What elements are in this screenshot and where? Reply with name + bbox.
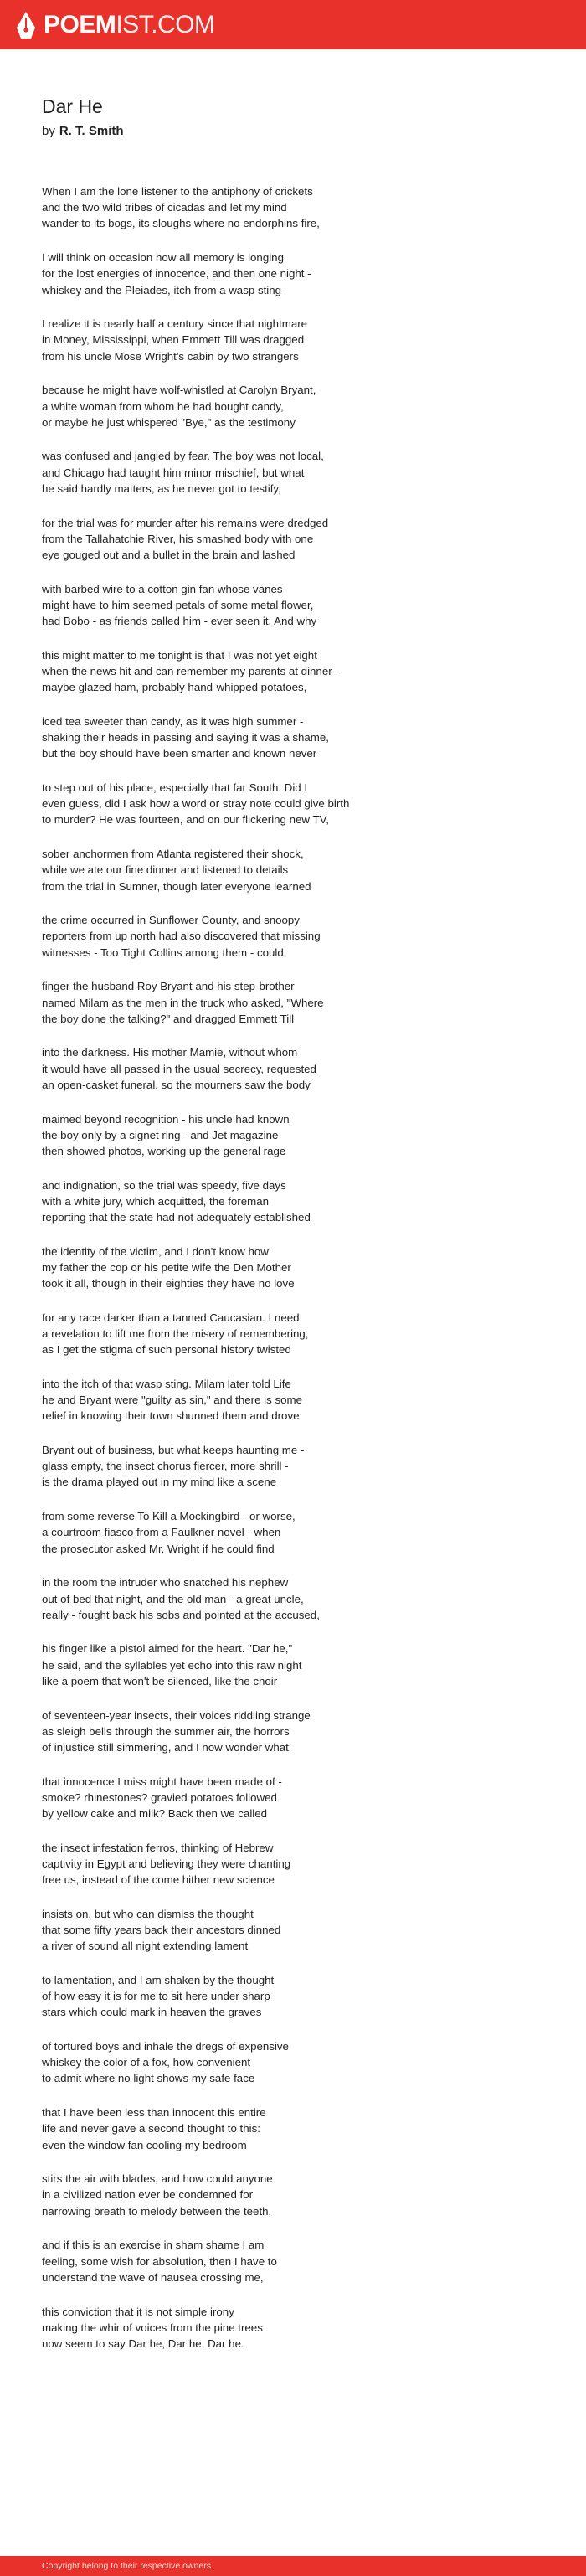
poem-line: maimed beyond recognition - his uncle had known: [42, 1112, 290, 1126]
poem-stanza: [42, 316, 544, 364]
poem-line: in a civilized nation ever be condemned for: [42, 2188, 254, 2202]
poem-line: from some reverse To Kill a Mockingbird - or worse,: [42, 1510, 296, 1523]
poem-line: as I get the stigma of such personal history twisted: [42, 1343, 291, 1357]
poem-stanza: [42, 448, 544, 497]
poem-line: from the trial in Sumner, though later everyone learned: [42, 879, 311, 893]
poem-line: the insect infestation ferros, thinking of Hebrew: [42, 1841, 274, 1854]
poem-stanza: [42, 978, 544, 1027]
poem-line: even guess, did I ask how a word or stray note could give birth: [42, 797, 350, 811]
poem-stanza: [42, 1376, 544, 1425]
poem-stanza: [42, 647, 544, 696]
poem-line: for the trial was for murder after his remains were dredged: [42, 516, 329, 529]
poem-line: into the itch of that wasp sting. Milam later told Life: [42, 1377, 291, 1390]
poem-stanza: [42, 1641, 544, 1689]
poem-line: feeling, some wish for absolution, then I have to: [42, 2254, 277, 2268]
poem-line: like a poem that won't be silenced, like the choir: [42, 1674, 278, 1687]
author-link[interactable]: R. T. Smith: [59, 124, 124, 138]
poem-line: but the boy should have been smarter and known never: [42, 747, 317, 760]
poem-stanza: [42, 2038, 544, 2087]
poem-line: for any race darker than a tanned Caucasian. I need: [42, 1311, 300, 1324]
poem-line: wander to its bogs, its sloughs where no endorphins fire,: [42, 217, 320, 230]
poem-line: relief in knowing their town shunned them and drove: [42, 1409, 300, 1423]
poem-stanza: [42, 1177, 544, 1226]
poem-stanza: [42, 1111, 544, 1160]
poem-line: shaking their heads in passing and saying it was a shame,: [42, 731, 329, 744]
poem-line: even the window fan cooling my bedroom: [42, 2138, 247, 2151]
poem-stanza: [42, 2237, 544, 2285]
poem-line: insists on, but who can dismiss the thought: [42, 1907, 254, 1920]
site-header: [0, 0, 586, 49]
poem-line: stirs the air with blades, and how could anyone: [42, 2172, 273, 2186]
poem-line: then showed photos, working up the general rage: [42, 1144, 286, 1157]
poem-line: he said, and the syllables yet echo into this raw night: [42, 1658, 302, 1672]
poem-line: eye gouged out and a bullet in the brain and lashed: [42, 548, 296, 561]
poem-line: was confused and jangled by fear. The boy was not local,: [42, 450, 324, 463]
poem-line: of injustice still simmering, and I now wonder what: [42, 1740, 289, 1754]
poem-line: captivity in Egypt and believing they were chanting: [42, 1857, 291, 1870]
poem-line: a courtroom fiasco from a Faulkner novel - when: [42, 1526, 281, 1539]
poem-line: as sleigh bells through the summer air, the horrors: [42, 1724, 290, 1738]
poem-line: sober anchormen from Atlanta registered their shock,: [42, 848, 304, 861]
poem-line: and indignation, so the trial was speedy, five days: [42, 1178, 286, 1192]
poem-stanza: [42, 846, 544, 894]
poem-line: a white woman from whom he had bought candy,: [42, 399, 284, 413]
poem-line: when the news hit and can remember my parents at dinner -: [42, 664, 339, 677]
poem-line: had Bobo - as friends called him - ever seen it. And why: [42, 615, 317, 628]
poem-line: the identity of the victim, and I don't know how: [42, 1244, 269, 1258]
poem-stanza: [42, 1244, 544, 1292]
poem-line: because he might have wolf-whistled at Carolyn Bryant,: [42, 384, 316, 397]
poem-stanza: [42, 1310, 544, 1358]
poem-stanza: [42, 2171, 544, 2219]
poem-stanza: [42, 912, 544, 961]
poem-stanza: [42, 1972, 544, 2021]
poem-line: his finger like a pistol aimed for the heart. "Dar he,": [42, 1642, 293, 1656]
poem-line: to step out of his place, especially that far South. Did I: [42, 781, 308, 794]
poem-line: for the lost energies of innocence, and then one night -: [42, 267, 311, 281]
poem-line: narrowing breath to melody between the teeth,: [42, 2204, 272, 2218]
logo-wordmark: [44, 10, 215, 39]
poem-line: I will think on occasion how all memory is longing: [42, 251, 284, 265]
poem-line: to admit where no light shows my safe face: [42, 2072, 255, 2085]
poem-stanza: [42, 1906, 544, 1955]
poem-line: free us, instead of the come hither new science: [42, 1873, 275, 1887]
poem-line: of seventeen-year insects, their voices riddling strange: [42, 1708, 311, 1722]
poem-line: When I am the lone listener to the antiphony of crickets: [42, 185, 313, 198]
poem-line: it would have all passed in the usual secrecy, requested: [42, 1062, 316, 1075]
poem-line: smoke? rhinestones? gravied potatoes followed: [42, 1790, 277, 1804]
pen-nib-icon: [15, 11, 37, 39]
poem-line: the boy done the talking?" and dragged Emmett Till: [42, 1012, 295, 1025]
poem-line: from the Tallahatchie River, his smashed body with one: [42, 532, 314, 545]
poem-stanza: [42, 1708, 544, 1756]
poem-stanza: [42, 1442, 544, 1491]
poem-line: to murder? He was fourteen, and on our flickering new TV,: [42, 813, 329, 827]
poem-title: Dar He: [42, 95, 103, 117]
poem-line: stars which could mark in heaven the graves: [42, 2006, 262, 2019]
poem-stanza: [42, 1574, 544, 1623]
poem-line: that some fifty years back their ancestors dinned: [42, 1924, 281, 1937]
poem-line: maybe glazed ham, probably hand-whipped potatoes,: [42, 681, 307, 694]
poem-line: with barbed wire to a cotton gin fan whose vanes: [42, 582, 283, 595]
poem-line: a revelation to lift me from the misery of remembering,: [42, 1327, 309, 1341]
poem-line: glass empty, the insect chorus fiercer, more shrill -: [42, 1460, 289, 1473]
poem-line: and the two wild tribes of cicadas and let my mind: [42, 201, 287, 214]
poem-line: iced tea sweeter than candy, as it was high summer -: [42, 714, 304, 728]
poem-line: in the room the intruder who snatched his nephew: [42, 1576, 289, 1589]
poem-line: of tortured boys and inhale the dregs of expensive: [42, 2040, 289, 2053]
site-logo[interactable]: [15, 11, 215, 39]
by-label: by: [42, 124, 55, 138]
poem-line: took it all, though in their eighties they have no love: [42, 1277, 295, 1291]
poem-line: that I have been less than innocent this entire: [42, 2106, 266, 2120]
poem-stanza: [42, 382, 544, 430]
poem-line: and Chicago had taught him minor mischief, but what: [42, 466, 305, 479]
poem-line: this conviction that it is not simple irony: [42, 2305, 234, 2318]
poem-line: whiskey the color of a fox, how convenient: [42, 2056, 251, 2069]
poem-line: and if this is an exercise in sham shame I am: [42, 2239, 265, 2252]
poem-line: in Money, Mississippi, when Emmett Till was dragged: [42, 333, 305, 347]
poem-stanza: [42, 2304, 544, 2352]
poem-line: might have to him seemed petals of some metal flower,: [42, 598, 314, 611]
poem-line: Bryant out of business, but what keeps haunting me -: [42, 1444, 305, 1457]
poem-line: really - fought back his sobs and pointed at the accused,: [42, 1608, 320, 1621]
poem-line: making the whir of voices from the pine trees: [42, 2321, 263, 2334]
poem-line: an open-casket funeral, so the mourners saw the body: [42, 1078, 311, 1091]
poem-line: is the drama played out in my mind like a scene: [42, 1476, 277, 1489]
poem-line: the prosecutor asked Mr. Wright if he could find: [42, 1542, 275, 1555]
poem-line: reporters from up north had also discovered that missing: [42, 930, 321, 943]
poem-stanza: [42, 780, 544, 828]
poem-stanza: [42, 2105, 544, 2153]
poem-line: a river of sound all night extending lament: [42, 1940, 249, 1953]
poem-line: understand the wave of nausea crossing me,: [42, 2270, 264, 2284]
logo-text-bold: POEM: [44, 10, 116, 39]
poem-stanza: [42, 250, 544, 298]
poem-line: now seem to say Dar he, Dar he, Dar he.: [42, 2336, 244, 2350]
poem-line: that innocence I miss might have been made of -: [42, 1775, 282, 1788]
poem-stanza: [42, 581, 544, 630]
poem-body: [42, 183, 544, 2370]
footer-copyright: Copyright belong to their respective owners.: [42, 2561, 213, 2571]
poem-line: named Milam as the men in the truck who asked, "Where: [42, 996, 324, 1009]
poem-line: the boy only by a signet ring - and Jet magazine: [42, 1128, 279, 1141]
poem-line: of how easy it is for me to sit here under sharp: [42, 1990, 270, 2003]
poem-line: finger the husband Roy Bryant and his step-brother: [42, 980, 295, 993]
poem-line: to lamentation, and I am shaken by the thought: [42, 1973, 275, 1986]
poem-line: whiskey and the Pleiades, itch from a wasp sting -: [42, 283, 289, 296]
poem-stanza: [42, 1508, 544, 1557]
poem-stanza: [42, 1774, 544, 1822]
poem-line: by yellow cake and milk? Back then we called: [42, 1807, 268, 1821]
poem-stanza: [42, 1044, 544, 1093]
poem-line: he and Bryant were "guilty as sin," and there is some: [42, 1394, 302, 1407]
poem-line: while we ate our fine dinner and listened to details: [42, 863, 289, 877]
poem-line: the crime occurred in Sunflower County, and snoopy: [42, 914, 300, 927]
byline: [42, 124, 124, 138]
poem-stanza: [42, 183, 544, 232]
poem-line: I realize it is nearly half a century since that nightmare: [42, 317, 308, 331]
poem-stanza: [42, 714, 544, 762]
poem-line: into the darkness. His mother Mamie, without whom: [42, 1046, 298, 1059]
poem-line: he said hardly matters, as he never got to testify,: [42, 482, 281, 495]
poem-stanza: [42, 515, 544, 564]
poem-line: with a white jury, which acquitted, the foreman: [42, 1194, 269, 1208]
logo-text-light: IST.COM: [116, 10, 215, 39]
poem-line: out of bed that night, and the old man - a great uncle,: [42, 1592, 304, 1605]
site-footer: [0, 2556, 586, 2576]
poem-line: or maybe he just whispered "Bye," as the testimony: [42, 415, 296, 429]
poem-stanza: [42, 1840, 544, 1888]
poem-line: my father the cop or his petite wife the Den Mother: [42, 1260, 291, 1274]
poem-line: from his uncle Mose Wright's cabin by two strangers: [42, 349, 299, 363]
poem-line: this might matter to me tonight is that I was not yet eight: [42, 648, 317, 662]
poem-line: reporting that the state had not adequately established: [42, 1211, 311, 1224]
poem-line: life and never gave a second thought to this:: [42, 2122, 260, 2136]
poem-line: witnesses - Too Tight Collins among them - could: [42, 945, 284, 959]
